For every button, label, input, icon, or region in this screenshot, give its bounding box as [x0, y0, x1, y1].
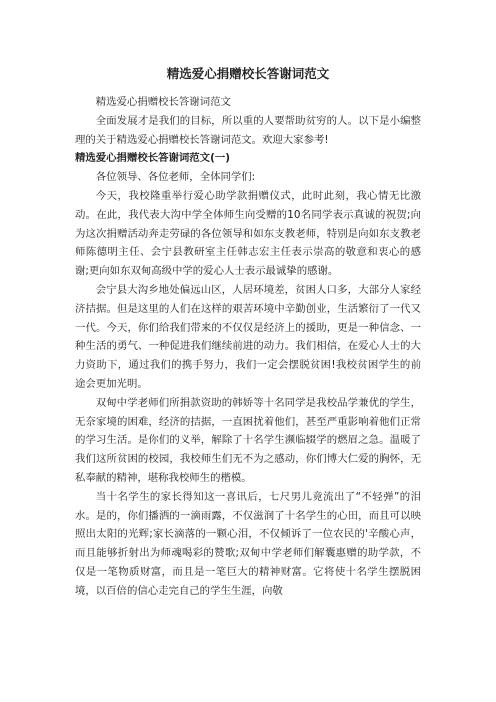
intro-paragraph: 全面发展才是我们的目标，所以重的人要帮助贫穷的人。以下是小编整理的关于精选爱心捐赠校长答谢词范文。欢迎大家参考!: [75, 114, 421, 146]
page-title: 精选爱心捐赠校长答谢词范文: [166, 66, 330, 81]
body-paragraph: 会宁县大沟乡地处偏远山区，人居环境差，贫困人口多，大部分人家经济拮据。但是这里的人们在这样的艰苦环境中辛勤创业，生活繁衍了一代又一代。今天，你们给我们带来的不仅仅是经济上的援助，更是一种信念、一种生活的勇气、一种促进我们继续前进的动力。我们相信，在爱心人士的大力资助下，通过我们的携手努力，我们一定会摆脱贫困!我校贫困学生的前途会更加光明。: [75, 283, 421, 390]
body-paragraph: 双甸中学老师们所捐款资助的韩娇等十名同学是我校品学兼优的学生，无奈家境的困难，经济的拮据，一直困扰着他们，甚至严重影响着他们正常的学习生活。是你们的义举，解除了十名学生濒临辍学的燃眉之急。温暖了我们这所贫困的校园，我校师生们无不为之感动，你们博大仁爱的胸怀，无私奉献的精神，堪称我校师生的楷模。: [75, 396, 421, 484]
body-paragraph: 当十名学生的家长得知这一喜讯后，七尺男儿竟流出了“不轻弹”的泪水。是的，你们播洒的一滴雨露，不仅滋润了十名学生的心田，而且可以映照出太阳的光辉;家长滴落的一颗心泪，不仅倾诉了一位农民的'辛酸心声，而且能够折射出为师魂喝彩的赞歌;双甸中学老师们解囊惠赠的助学款，不仅是一笔物质财富，而且是一笔巨大的精神财富。它将使十名学生摆脱困境，以百倍的信心走完自己的学生生涯，向敬: [75, 490, 421, 597]
document-subtitle: 精选爱心捐赠校长答谢词范文: [95, 96, 231, 108]
body-paragraph: 今天，我校隆重举行爱心助学款捐赠仪式，此时此刻，我心情无比激动。在此，我代表大沟中学全体师生向受赠的10名同学表示真诚的祝贺;向为这次捐赠活动奔走劳碌的各位领导和如东支教老师，特别是向如东支教老师陈德明主任、会宁县教研室主任韩志宏主任表示崇高的敬意和衷心的感谢;更向如东双甸高级中学的爱心人士表示最诚挚的感谢。: [75, 189, 421, 278]
document-body: [75, 93, 421, 601]
section-heading: 精选爱心捐赠校长答谢词范文(一): [75, 152, 230, 165]
greeting-line: 各位领导、各位老师，全体同学们:: [95, 171, 256, 184]
